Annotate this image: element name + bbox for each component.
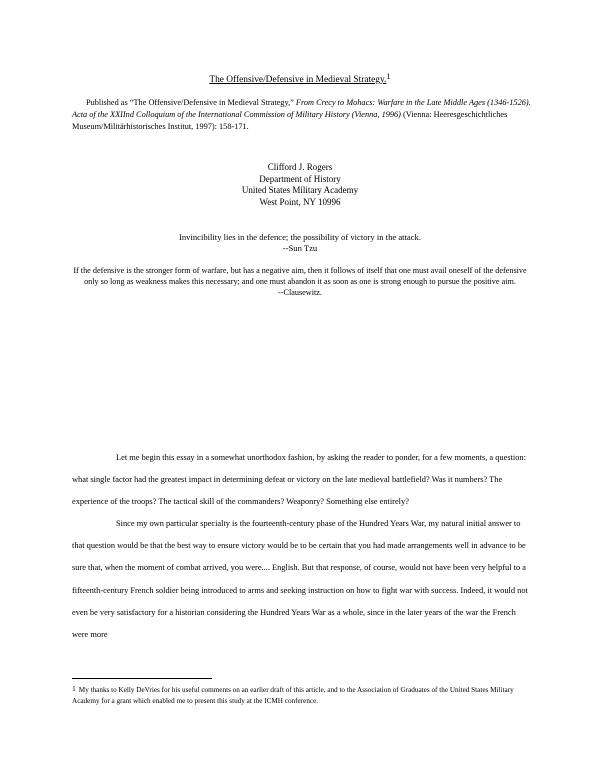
author-block [0,162,600,208]
paragraph: Let me begin this essay in a somewhat unorthodox fashion, by asking the reader to ponder, for a few moments, a question: what single factor had the greatest impact in determining defeat or victory on the late medieval battlefield? Was it numbers? The experience of the troops? The tactical skill of the commanders? Weaponry? Something else entirely? [72,453,526,507]
footnote-text: My thanks to Kelly DeVries for his useful comments on an earlier draft of this article, and to the Association of Graduates of the United States Military Academy for a grant which enabled me to present this study at the ICMH conference. [72,686,514,705]
epigraph-text: If the defensive is the stronger form of warfare, but has a negative aim, then it follows of itself that one must avail oneself of the defensive only so long as weakness makes this necessary; and one must abandon it as soon as one is strong enough to pursue the positive aim. [73,266,527,286]
epigraph-attribution: --Sun Tzu [282,242,318,253]
footnote-divider [72,678,212,679]
paragraph: Since my own particular specialty is the fourteenth-century phase of the Hundred Years War, my natural initial answer to that question would be that the best way to ensure victory would be to be certain that you had made arrangements well in advance to be sure that, when the moment of combat arrived, you were.... English. But that response, of course, would not have been very helpful to a fifteenth-century French soldier being introduced to arms and seeking instruction on how to fight war with success. Indeed, it would not even be very satisfactory for a historian considering the Hundred Years War as a whole, since in the later years of the war the French were more [72,519,528,639]
author-address: West Point, NY 10996 [259,196,341,207]
body-text [72,447,532,646]
footnote [72,683,532,707]
article-title [0,71,600,85]
author-department: Department of History [259,173,341,184]
author-institution: United States Military Academy [241,185,359,195]
footnote-number: 1 [72,684,76,693]
article-title-text: The Offensive/Defensive in Medieval Strategy. [209,75,387,85]
publication-source-title: From Crecy to Mohacs: Warfare in the Late Middle Ages (1346-1526). Acta of the XXIInd Colloquium of the International Commission of Military History (Vienna, 1996) [72,98,531,120]
publication-lead: Published as “The Offensive/Defensive in Medieval Strategy,” [86,98,296,107]
epigraph-clausewitz [66,266,534,298]
epigraph-attribution: --Clausewitz. [278,287,322,297]
publication-note [72,97,532,134]
title-footnote-ref[interactable]: 1 [386,71,391,81]
epigraph-text: Invincibility lies in the defence; the possibility of victory in the attack. [179,232,421,242]
author-name: Clifford J. Rogers [267,162,333,172]
publication-tail: (Vienna: Heeresgeschichtliches Museum/Militärhistorisches Institut, 1997): 158-171. [72,110,508,132]
epigraph-sun-tzu [0,232,600,254]
